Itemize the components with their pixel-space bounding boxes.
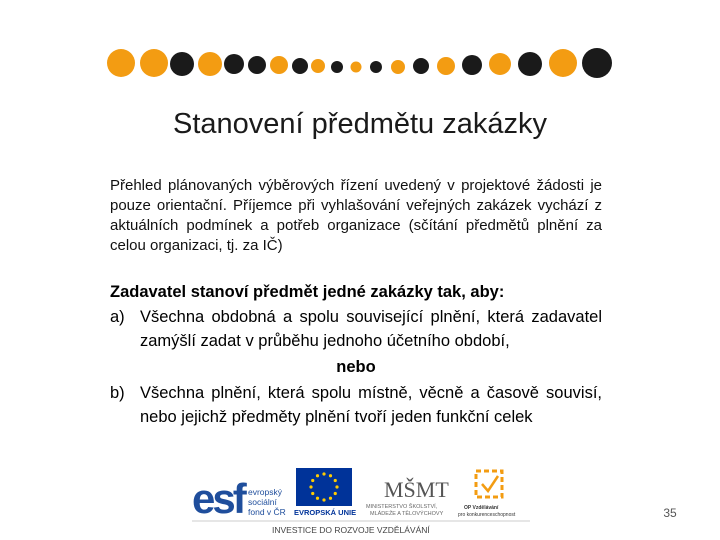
- op-text-line: OP Vzdělávání: [464, 505, 499, 511]
- page-number: 35: [663, 506, 677, 520]
- msmt-text-line: MLÁDEŽE A TĚLOVÝCHOVY: [370, 511, 444, 517]
- list-marker: b): [110, 384, 125, 402]
- eu-star: [329, 497, 332, 500]
- funding-logos-bar: [190, 465, 535, 540]
- op-text-line: pro konkurenceschopnost: [458, 512, 516, 518]
- esf-logo: [192, 475, 286, 522]
- eu-star: [322, 498, 325, 501]
- dot: [248, 56, 266, 74]
- eu-star: [311, 479, 314, 482]
- esf-letters: esf: [192, 475, 244, 522]
- dot: [462, 55, 482, 75]
- esf-text-line: fond v ČR: [248, 507, 286, 517]
- dot: [140, 49, 168, 77]
- eu-star: [316, 474, 319, 477]
- list-item-text: Všechna plnění, která spolu místně, věcně a časově souvisí, nebo jejichž předměty plnění tvoří jeden funkční celek: [140, 384, 602, 426]
- op-check-icon: [482, 476, 498, 491]
- dot: [224, 54, 244, 74]
- intro-paragraph: Přehled plánovaných výběrových řízení uvedený v projektové žádosti je pouze orientační. Příjemce při vyhlašování veřejných zakázek vychází z aktuálních podmínek a potřeb organizace (sčítání předmětů plnění za celou organizaci, tj. za IČ): [110, 177, 602, 254]
- dot: [582, 48, 612, 78]
- dot: [170, 52, 194, 76]
- dot: [198, 52, 222, 76]
- op-logo: [458, 471, 516, 518]
- op-emblem-icon: [476, 471, 502, 497]
- list-item-text: Všechna obdobná a spolu související plnění, která zadavatel zamýšlí zadat v průběhu jednoho účetního období,: [140, 308, 602, 350]
- condition-list: [110, 305, 602, 429]
- dot: [391, 60, 405, 74]
- dot: [107, 49, 135, 77]
- dot: [549, 49, 577, 77]
- eu-text: EVROPSKÁ UNIE: [294, 508, 357, 517]
- eu-star: [334, 479, 337, 482]
- dot: [489, 53, 511, 75]
- dot: [292, 58, 308, 74]
- list-marker: a): [110, 308, 125, 326]
- dot: [311, 59, 325, 73]
- eu-star: [329, 474, 332, 477]
- esf-text-line: evropský: [248, 487, 283, 497]
- dot: [331, 61, 343, 73]
- decorative-dot-row: [0, 0, 720, 100]
- msmt-text-line: MINISTERSTVO ŠKOLSTVÍ,: [366, 504, 438, 510]
- esf-text-line: sociální: [248, 497, 277, 507]
- dot: [370, 61, 382, 73]
- dot: [270, 56, 288, 74]
- eu-logo: [294, 468, 356, 517]
- slide-title: Stanovení předmětu zakázky: [173, 108, 547, 140]
- dot: [413, 58, 429, 74]
- eu-star: [335, 485, 338, 488]
- list-item: [110, 381, 602, 429]
- eu-star: [309, 485, 312, 488]
- list-item: [110, 305, 602, 353]
- footer-slogan: INVESTICE DO ROZVOJE VZDĚLÁVÁNÍ: [272, 525, 430, 535]
- dot: [518, 52, 542, 76]
- eu-star: [316, 497, 319, 500]
- eu-star: [334, 492, 337, 495]
- dot: [351, 62, 362, 73]
- rule-heading: Zadavatel stanoví předmět jedné zakázky tak, aby:: [110, 283, 505, 301]
- dot: [437, 57, 455, 75]
- eu-star: [311, 492, 314, 495]
- connector-text: nebo: [336, 358, 376, 376]
- eu-star: [322, 472, 325, 475]
- msmt-logo: [366, 477, 449, 517]
- msmt-letters: MŠMT: [384, 477, 449, 502]
